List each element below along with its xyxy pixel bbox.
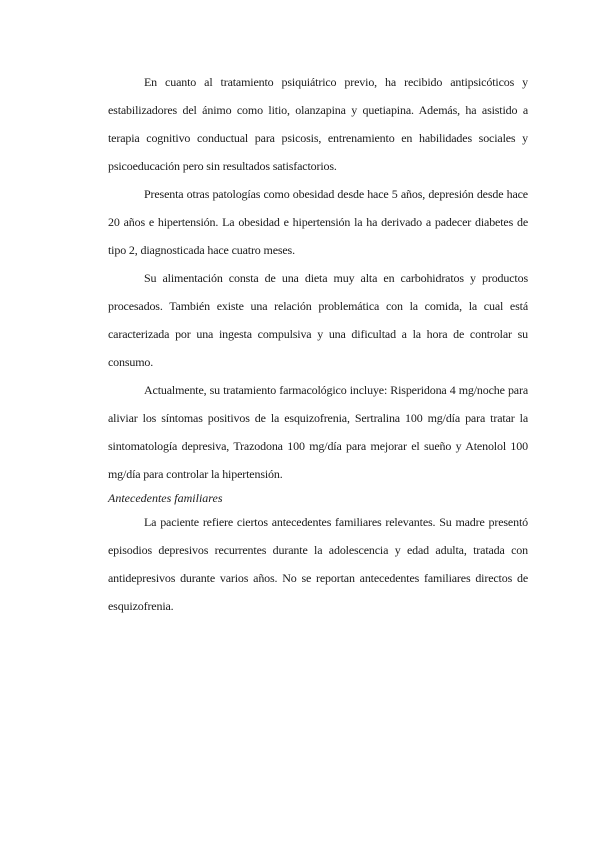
- paragraph-family-history: La paciente refiere ciertos antecedentes familiares relevantes. Su madre presentó episodios depresivos recurrentes durante la adolescencia y edad adulta, tratada con antidepresivos durante varios años. No se reportan antecedentes familiares directos de esquizofrenia.: [108, 515, 528, 613]
- paragraph-other-pathologies: Presenta otras patologías como obesidad desde hace 5 años, depresión desde hace 20 años e hipertensión. La obesidad e hipertensión la ha derivado a padecer diabetes de tipo 2, diagnosticada hace cuatro meses.: [108, 187, 528, 257]
- document-body: [108, 68, 528, 620]
- paragraph-pharmacological-treatment: Actualmente, su tratamiento farmacológico incluye: Risperidona 4 mg/noche para aliviar los síntomas positivos de la esquizofrenia, Sertralina 100 mg/día para tratar la sintomatología depresiva, Trazodona 100 mg/día para mejorar el sueño y Atenolol 100 mg/día para controlar la hipertensión.: [108, 383, 528, 481]
- paragraph-diet: Su alimentación consta de una dieta muy alta en carbohidratos y productos procesados. También existe una relación problemática con la comida, la cual está caracterizada por una ingesta compulsiva y una dificultad a la hora de controlar su consumo.: [108, 271, 528, 369]
- section-heading-family-history: Antecedentes familiares: [108, 491, 223, 505]
- paragraph-psychiatric-treatment: En cuanto al tratamiento psiquiátrico previo, ha recibido antipsicóticos y estabilizadores del ánimo como litio, olanzapina y quetiapina. Además, ha asistido a terapia cognitivo conductual para psicosis, entrenamiento en habilidades sociales y psicoeducación pero sin resultados satisfactorios.: [108, 75, 528, 173]
